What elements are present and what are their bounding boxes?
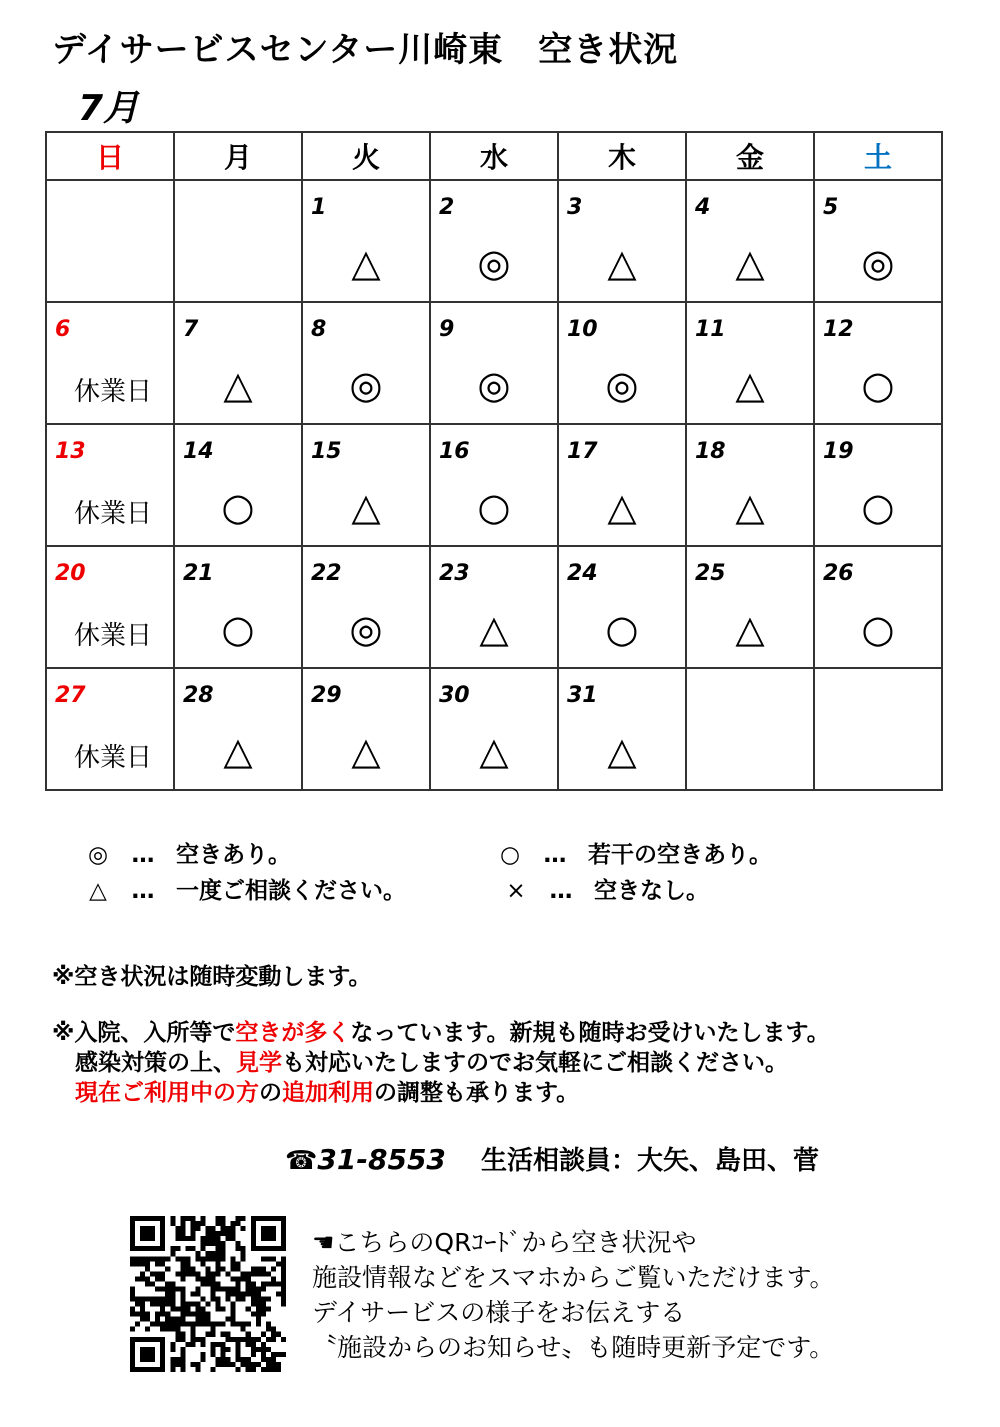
calendar-day-cell xyxy=(558,302,686,424)
availability-mark: ◎ xyxy=(605,363,639,407)
availability-mark: △ xyxy=(479,729,509,773)
availability-mark: ○ xyxy=(605,607,639,651)
circle-icon: ○ xyxy=(499,842,521,868)
qr-text-line-3: デイサービスの様子をお伝えする xyxy=(312,1298,686,1327)
day-number: 24 xyxy=(567,561,598,586)
availability-mark: △ xyxy=(351,485,381,529)
availability-mark: △ xyxy=(607,241,637,285)
qr-code-icon[interactable] xyxy=(130,1216,286,1372)
phone-icon: ☎ xyxy=(285,1146,318,1176)
day-number: 11 xyxy=(695,317,726,342)
calendar-week-row xyxy=(46,668,942,790)
day-number: 15 xyxy=(311,439,342,464)
note-availability-changes: ※空き状況は随時変動します。 xyxy=(52,964,372,990)
day-number: 30 xyxy=(439,683,470,708)
day-number: 9 xyxy=(439,317,455,342)
calendar-day-cell xyxy=(686,180,814,302)
availability-mark: ◎ xyxy=(349,607,383,651)
calendar-day-cell xyxy=(174,424,302,546)
calendar-day-cell xyxy=(302,668,430,790)
day-number: 18 xyxy=(695,439,726,464)
calendar-day-cell xyxy=(174,302,302,424)
qr-text-line-4: 〝施設からのお知らせ〟も随時更新予定です。 xyxy=(312,1333,835,1362)
day-number: 6 xyxy=(55,317,71,342)
availability-calendar xyxy=(45,131,943,791)
availability-mark: ○ xyxy=(861,363,895,407)
availability-mark: △ xyxy=(223,729,253,773)
note-additional-use xyxy=(52,1074,579,1107)
day-number: 27 xyxy=(55,683,86,708)
calendar-day-cell xyxy=(558,180,686,302)
day-number: 16 xyxy=(439,439,470,464)
day-number: 2 xyxy=(439,195,455,220)
day-number: 7 xyxy=(183,317,199,342)
day-number: 26 xyxy=(823,561,854,586)
note-text: も対応いたしますのでお気軽にご相談ください。 xyxy=(282,1050,788,1076)
highlight-text: 追加利用 xyxy=(282,1080,374,1106)
legend-dots: … xyxy=(131,878,155,904)
calendar-day-cell xyxy=(814,668,942,790)
calendar-week-row xyxy=(46,180,942,302)
day-number: 25 xyxy=(695,561,726,586)
note-visit xyxy=(52,1044,788,1077)
availability-mark: ◎ xyxy=(477,363,511,407)
availability-mark: △ xyxy=(607,729,637,773)
availability-mark: ◎ xyxy=(861,241,895,285)
calendar-day-cell xyxy=(814,546,942,668)
weekday-wed: 水 xyxy=(430,132,558,180)
calendar-day-cell xyxy=(558,546,686,668)
staff-names: 生活相談員：大矢、島田、菅 xyxy=(480,1146,819,1176)
page-title: デイサービスセンター川崎東 空き状況 xyxy=(52,30,679,70)
day-number: 21 xyxy=(183,561,214,586)
calendar-day-cell xyxy=(46,424,174,546)
availability-mark: ○ xyxy=(861,485,895,529)
day-number: 20 xyxy=(55,561,86,586)
calendar-day-cell xyxy=(174,546,302,668)
availability-mark: △ xyxy=(735,607,765,651)
closed-day-label: 休業日 xyxy=(73,499,152,529)
weekday-fri: 金 xyxy=(686,132,814,180)
calendar-day-cell xyxy=(302,302,430,424)
legend-dots: … xyxy=(543,842,567,868)
legend-available xyxy=(78,836,291,869)
weekday-header-row xyxy=(46,132,942,180)
note-text: なっています。新規も随時お受けいたします。 xyxy=(350,1020,830,1046)
note-text xyxy=(52,1080,75,1106)
day-number: 3 xyxy=(567,195,583,220)
legend-dots: … xyxy=(131,842,155,868)
weekday-sun: 日 xyxy=(46,132,174,180)
note-vacancy xyxy=(52,1014,830,1047)
availability-mark: △ xyxy=(479,607,509,651)
availability-mark: ○ xyxy=(477,485,511,529)
calendar-day-cell xyxy=(46,546,174,668)
availability-mark: ○ xyxy=(221,607,255,651)
availability-mark: △ xyxy=(607,485,637,529)
calendar-day-cell xyxy=(302,546,430,668)
highlight-text: 現在ご利用中の方 xyxy=(75,1080,259,1106)
closed-day-label: 休業日 xyxy=(73,743,152,773)
weekday-thu: 木 xyxy=(558,132,686,180)
weekday-mon: 月 xyxy=(174,132,302,180)
availability-mark: ○ xyxy=(861,607,895,651)
availability-mark: ◎ xyxy=(349,363,383,407)
day-number: 5 xyxy=(823,195,839,220)
calendar-day-cell xyxy=(814,180,942,302)
availability-mark: ◎ xyxy=(477,241,511,285)
availability-mark: △ xyxy=(351,729,381,773)
note-text: 感染対策の上、 xyxy=(52,1050,236,1076)
calendar-day-cell xyxy=(814,424,942,546)
weekday-tue: 火 xyxy=(302,132,430,180)
day-number: 19 xyxy=(823,439,854,464)
day-number: 22 xyxy=(311,561,342,586)
note-text: の調整も承ります。 xyxy=(374,1080,580,1106)
legend-text: 若干の空きあり。 xyxy=(588,842,773,868)
calendar-day-cell xyxy=(686,668,814,790)
calendar-week-row xyxy=(46,302,942,424)
qr-text-line-2: 施設情報などをスマホからご覧いただけます。 xyxy=(312,1263,835,1292)
calendar-day-cell xyxy=(686,546,814,668)
availability-mark: ○ xyxy=(221,485,255,529)
calendar-day-cell xyxy=(558,668,686,790)
note-text: の xyxy=(259,1080,282,1106)
availability-mark: △ xyxy=(351,241,381,285)
closed-day-label: 休業日 xyxy=(73,621,152,651)
availability-mark: △ xyxy=(735,241,765,285)
calendar-day-cell xyxy=(174,668,302,790)
calendar-day-cell xyxy=(430,424,558,546)
highlight-text: 空きが多く xyxy=(235,1020,351,1046)
closed-day-label: 休業日 xyxy=(73,377,152,407)
calendar-day-cell xyxy=(430,546,558,668)
note-text: ※入院、入所等で xyxy=(52,1020,236,1046)
calendar-day-cell xyxy=(46,302,174,424)
availability-mark: △ xyxy=(223,363,253,407)
contact-line xyxy=(285,1140,819,1177)
calendar-day-cell xyxy=(46,668,174,790)
legend-dots: … xyxy=(549,878,573,904)
day-number: 13 xyxy=(55,439,86,464)
legend-consult xyxy=(78,872,406,905)
calendar-day-cell xyxy=(174,180,302,302)
legend-text: 一度ご相談ください。 xyxy=(176,878,407,904)
cross-icon: × xyxy=(506,878,526,904)
day-number: 8 xyxy=(311,317,327,342)
calendar-week-row xyxy=(46,424,942,546)
calendar-day-cell xyxy=(46,180,174,302)
availability-mark: △ xyxy=(735,363,765,407)
day-number: 4 xyxy=(695,195,711,220)
legend-text: 空きあり。 xyxy=(176,842,292,868)
day-number: 31 xyxy=(567,683,598,708)
weekday-sat: 土 xyxy=(814,132,942,180)
day-number: 23 xyxy=(439,561,470,586)
phone-number[interactable]: 31-8553 xyxy=(317,1143,446,1176)
day-number: 12 xyxy=(823,317,854,342)
legend-full xyxy=(496,872,709,905)
qr-text-line-1: ☚こちらのQRｺｰﾄﾞから空き状況や xyxy=(312,1228,697,1257)
double-circle-icon: ◎ xyxy=(87,842,109,868)
availability-mark: △ xyxy=(735,485,765,529)
calendar-day-cell xyxy=(302,180,430,302)
calendar-day-cell xyxy=(430,180,558,302)
calendar-day-cell xyxy=(814,302,942,424)
day-number: 10 xyxy=(567,317,598,342)
calendar-day-cell xyxy=(302,424,430,546)
calendar-week-row xyxy=(46,546,942,668)
calendar-day-cell xyxy=(430,668,558,790)
legend-few xyxy=(490,836,772,869)
day-number: 29 xyxy=(311,683,342,708)
legend-text: 空きなし。 xyxy=(594,878,710,904)
day-number: 14 xyxy=(183,439,214,464)
calendar-day-cell xyxy=(430,302,558,424)
highlight-text: 見学 xyxy=(236,1050,282,1076)
triangle-icon: △ xyxy=(89,878,107,904)
calendar-day-cell xyxy=(686,424,814,546)
day-number: 28 xyxy=(183,683,214,708)
calendar-day-cell xyxy=(686,302,814,424)
calendar-day-cell xyxy=(558,424,686,546)
day-number: 17 xyxy=(567,439,598,464)
day-number: 1 xyxy=(311,195,327,220)
month-label: 7月 xyxy=(78,88,140,129)
